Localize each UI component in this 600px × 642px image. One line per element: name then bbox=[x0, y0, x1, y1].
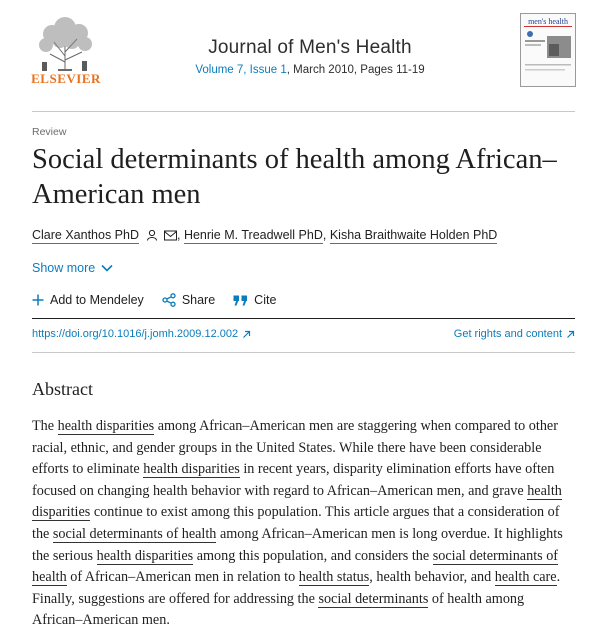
author-link[interactable]: Henrie M. Treadwell PhD bbox=[183, 228, 323, 242]
share-icon bbox=[162, 293, 176, 307]
show-more-button[interactable] bbox=[32, 261, 113, 275]
abstract-fragment: . Finally, suggestions are offered for addressing the bbox=[32, 569, 561, 607]
identifier-bar bbox=[32, 318, 575, 353]
topic-link[interactable]: social determinants bbox=[318, 590, 429, 607]
abstract-fragment: among this population, and considers the bbox=[193, 547, 433, 564]
abstract-fragment: The bbox=[32, 418, 58, 434]
topic-link[interactable]: health disparities bbox=[57, 418, 155, 434]
topic-link[interactable]: social determinants of health bbox=[52, 525, 217, 542]
share-label: Share bbox=[181, 293, 216, 307]
cite-label: Cite bbox=[254, 293, 277, 307]
author-list bbox=[32, 228, 497, 242]
journal-issue bbox=[150, 64, 470, 76]
abstract-fragment: among African–American men are staggering when compared to other racial, ethnic, and gender groups in the United States. While there have been considerable efforts to eliminate bbox=[32, 418, 558, 478]
add-to-mendeley-button[interactable] bbox=[32, 293, 144, 307]
header-divider bbox=[32, 111, 575, 112]
share-button[interactable] bbox=[162, 293, 215, 307]
abstract-fragment: among African–American men is long overdue. It highlights the serious bbox=[32, 525, 563, 564]
article-title: Social determinants of health among African–American men bbox=[32, 144, 557, 210]
person-icon[interactable] bbox=[146, 229, 158, 241]
rights-link[interactable] bbox=[454, 328, 575, 340]
mendeley-label: Add to Mendeley bbox=[50, 293, 144, 307]
chevron-down-icon bbox=[101, 264, 113, 272]
article-type: Review bbox=[32, 126, 67, 138]
abstract-fragment: continue to exist among this population. This article argues that a consideration of the bbox=[32, 504, 560, 542]
abstract-heading: Abstract bbox=[32, 379, 93, 399]
publisher-name: ELSEVIER bbox=[31, 71, 101, 86]
author-link[interactable]: Kisha Braithwaite Holden PhD bbox=[329, 228, 498, 242]
cover-image-icon bbox=[521, 14, 575, 86]
topic-link[interactable]: health disparities bbox=[96, 547, 194, 564]
topic-link[interactable]: health disparities bbox=[143, 461, 240, 478]
author-separator: , bbox=[322, 228, 330, 242]
abstract-fragment: of African–American men in relation to bbox=[66, 569, 299, 586]
abstract-fragment: , health behavior, and bbox=[369, 569, 495, 586]
cite-button[interactable] bbox=[233, 293, 276, 307]
topic-link[interactable]: health care bbox=[494, 569, 557, 586]
abstract-fragment: of health among African–American men. bbox=[32, 590, 525, 629]
external-link-icon bbox=[242, 330, 251, 339]
topic-link[interactable]: social determinants of health bbox=[32, 547, 559, 586]
quote-icon bbox=[233, 295, 248, 306]
envelope-icon[interactable] bbox=[164, 230, 177, 241]
topic-link[interactable]: health disparities bbox=[32, 482, 562, 521]
issue-details: , March 2010, Pages 11-19 bbox=[286, 64, 425, 76]
rights-text: Get rights and content bbox=[453, 328, 562, 340]
issue-link[interactable]: Volume 7, Issue 1 bbox=[195, 64, 287, 76]
topic-link[interactable]: health status bbox=[298, 569, 370, 586]
abstract-text bbox=[32, 416, 577, 632]
journal-title[interactable]: Journal of Men's Health bbox=[208, 37, 412, 58]
author-separator: , bbox=[176, 228, 184, 242]
journal-header bbox=[0, 0, 600, 112]
author-link[interactable]: Clare Xanthos PhD bbox=[32, 228, 140, 242]
show-more-label: Show more bbox=[32, 261, 96, 275]
abstract-fragment: in recent years, disparity elimination efforts have often focused on changing health behavior with regard to African–American men, and grave bbox=[32, 461, 555, 499]
doi-link[interactable] bbox=[32, 328, 251, 340]
doi-text: https://doi.org/10.1016/j.jomh.2009.12.002 bbox=[32, 328, 239, 340]
journal-cover-thumbnail[interactable] bbox=[520, 13, 576, 87]
article-actions bbox=[32, 293, 276, 307]
cover-masthead: men's health bbox=[528, 17, 568, 26]
plus-icon bbox=[32, 294, 44, 306]
external-link-icon bbox=[566, 330, 575, 339]
